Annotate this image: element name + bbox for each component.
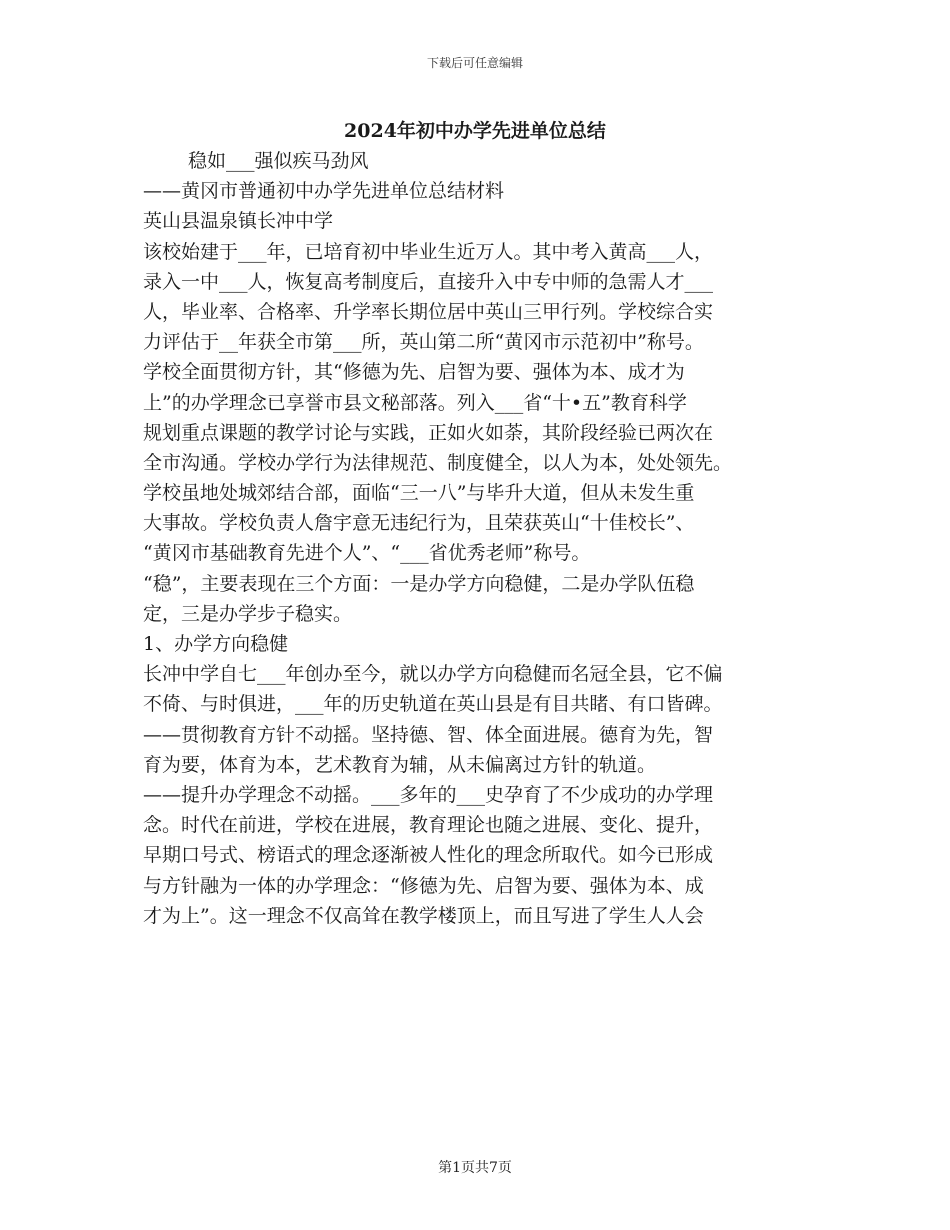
body-line: 念。时代在前进，学校在进展，教育理论也随之进展、变化、提升， bbox=[143, 814, 714, 837]
body-line: 长冲中学自七___年创办至今，就以办学方向稳健而名冠全县，它不偏 bbox=[143, 663, 723, 686]
subtitle-line: 稳如___强似疾马劲风 bbox=[188, 150, 369, 172]
body-line: 录入一中___人，恢复高考制度后，直接升入中专中师的急需人才___ bbox=[143, 270, 714, 293]
body-line: 全市沟通。学校办学行为法律规范、制度健全，以人为本，处处领先。 bbox=[143, 451, 733, 474]
body-line: 才为上”。这一理念不仅高耸在教学楼顶上，而且写进了学生人人会 bbox=[143, 904, 704, 927]
body-line: 规划重点课题的教学讨论与实践，正如火如荼，其阶段经验已两次在 bbox=[143, 421, 714, 444]
body-line: 学校虽地处城郊结合部，面临“三一八”与毕升大道，但从未发生重 bbox=[143, 482, 695, 505]
body-line: 学校全面贯彻方针，其“修德为先、启智为要、强体为本、成才为 bbox=[143, 361, 685, 384]
body-line: 大事故。学校负责人詹宇意无违纪行为，且荣获英山“十佳校长”、 bbox=[143, 512, 695, 535]
document-body bbox=[143, 146, 808, 931]
section-heading: 1、办学方向稳健 bbox=[143, 633, 289, 655]
body-line: “黄冈市基础教育先进个人”、“___省优秀老师”称号。 bbox=[143, 542, 591, 565]
subtitle-source-line: ——黄冈市普通初中办学先进单位总结材料 bbox=[143, 180, 505, 203]
body-line: 该校始建于___年，已培育初中毕业生近万人。其中考入黄高___人， bbox=[143, 240, 714, 263]
body-line: 人，毕业率、合格率、升学率长期位居中英山三甲行列。学校综合实 bbox=[143, 300, 714, 323]
body-line: “稳”，主要表现在三个方面：一是办学方向稳健，二是办学队伍稳 bbox=[143, 572, 695, 595]
body-line: 不倚、与时俱进，___年的历史轨道在英山县是有目共睹、有口皆碑。 bbox=[143, 693, 723, 716]
school-name-line: 英山县温泉镇长冲中学 bbox=[143, 210, 334, 233]
body-line: 早期口号式、榜语式的理念逐渐被人性化的理念所取代。如今已形成 bbox=[143, 844, 714, 867]
body-line: ——贯彻教育方针不动摇。坚持德、智、体全面进展。德育为先，智 bbox=[143, 723, 714, 746]
body-line: 育为要，体育为本，艺术教育为辅，从未偏离过方针的轨道。 bbox=[143, 753, 657, 776]
body-line: 上”的办学理念已享誉市县文秘部落。列入___省“十•五”教育科学 bbox=[143, 391, 687, 414]
page-number-footer: 第1页共7页 bbox=[438, 1160, 512, 1176]
body-line: 力评估于__年获全市第___所，英山第二所“黄冈市示范初中”称号。 bbox=[143, 331, 704, 354]
body-line: 定，三是办学步子稳实。 bbox=[143, 602, 353, 625]
body-line: 与方针融为一体的办学理念：“修德为先、启智为要、强体为本、成 bbox=[143, 874, 704, 897]
page-header-note: 下载后可任意编辑 bbox=[426, 56, 523, 70]
document-title: 2024年初中办学先进单位总结 bbox=[344, 120, 606, 142]
body-line: ——提升办学理念不动摇。___多年的___史孕育了不少成功的办学理 bbox=[143, 783, 714, 806]
